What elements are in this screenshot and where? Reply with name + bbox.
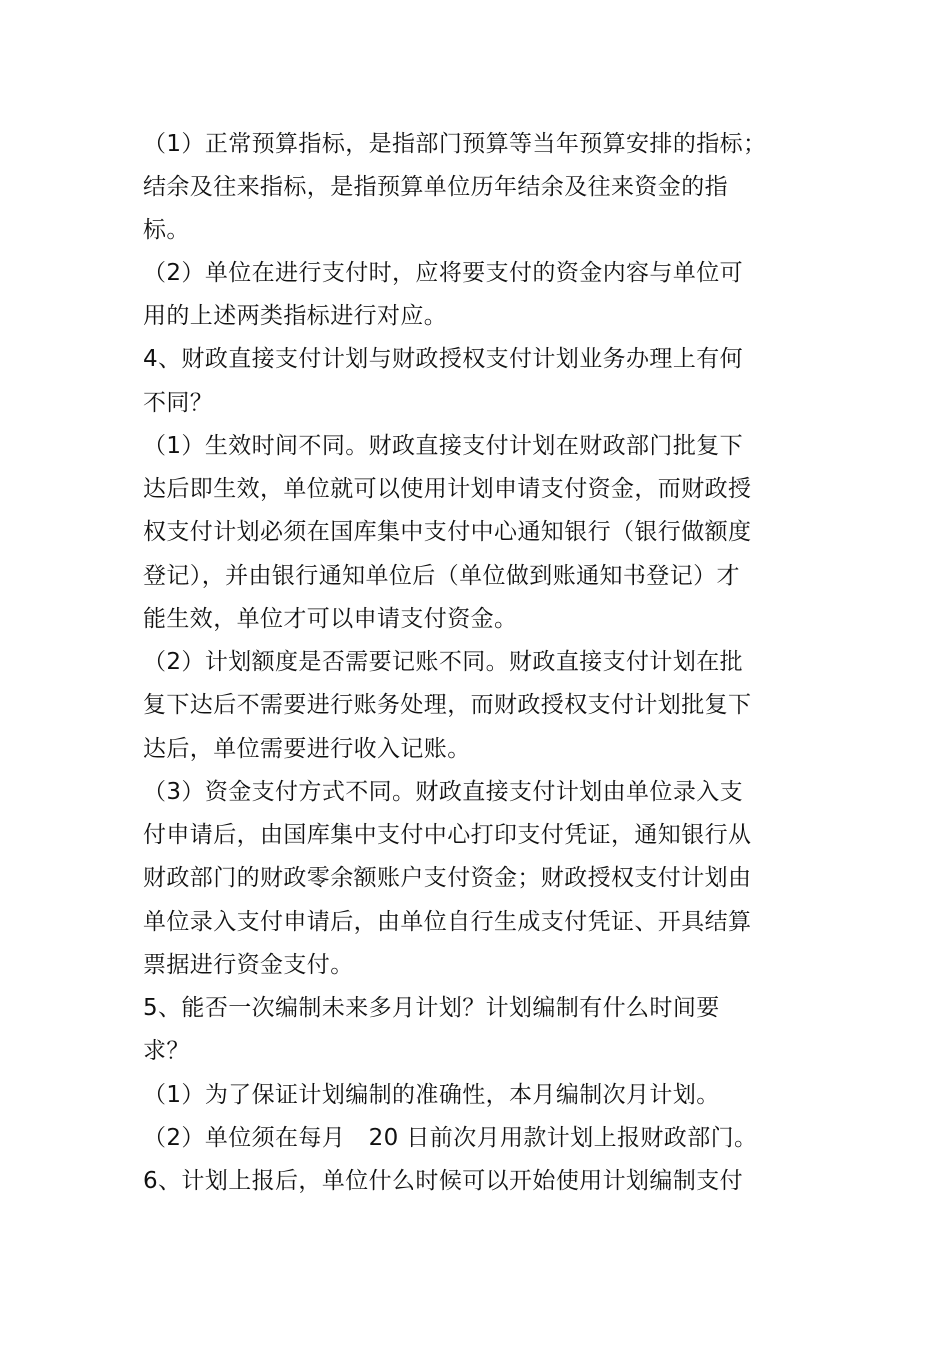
question-heading: 求？	[143, 1038, 190, 1064]
text-line: （1）为了保证计划编制的准确性，本月编制次月计划。	[143, 1082, 720, 1108]
text-line: 结余及往来指标，是指预算单位历年结余及往来资金的指	[143, 174, 728, 200]
text-line: 付申请后，由国库集中支付中心打印支付凭证，通知银行从	[143, 822, 752, 848]
text-line: （2）单位须在每月 20 日前次月用款计划上报财政部门。	[143, 1125, 758, 1151]
question-heading: 6、计划上报后，单位什么时候可以开始使用计划编制支付	[143, 1168, 744, 1194]
text-line: （3）资金支付方式不同。财政直接支付计划由单位录入支	[143, 779, 744, 805]
text-line: （1）正常预算指标，是指部门预算等当年预算安排的指标；	[143, 131, 767, 157]
text-line: 登记），并由银行通知单位后（单位做到账通知书登记）才	[143, 563, 740, 589]
text-line: 达后，单位需要进行收入记账。	[143, 736, 471, 762]
question-heading: 不同？	[143, 390, 214, 416]
text-line: （2）单位在进行支付时，应将要支付的资金内容与单位可	[143, 260, 744, 286]
text-line: （2）计划额度是否需要记账不同。财政直接支付计划在批	[143, 649, 744, 675]
question-heading: 5、能否一次编制未来多月计划？计划编制有什么时间要	[143, 995, 720, 1021]
text-line: 标。	[143, 217, 190, 243]
question-heading: 4、财政直接支付计划与财政授权支付计划业务办理上有何	[143, 346, 744, 372]
text-line: 达后即生效，单位就可以使用计划申请支付资金，而财政授	[143, 476, 752, 502]
text-line: 财政部门的财政零余额账户支付资金；财政授权支付计划由	[143, 865, 752, 891]
text-line: 权支付计划必须在国库集中支付中心通知银行（银行做额度	[143, 519, 752, 545]
text-line: （1）生效时间不同。财政直接支付计划在财政部门批复下	[143, 433, 744, 459]
text-line: 能生效，单位才可以申请支付资金。	[143, 606, 518, 632]
text-line: 复下达后不需要进行账务处理，而财政授权支付计划批复下	[143, 692, 752, 718]
text-line: 票据进行资金支付。	[143, 952, 354, 978]
text-line: 单位录入支付申请后，由单位自行生成支付凭证、开具结算	[143, 909, 752, 935]
text-line: 用的上述两类指标进行对应。	[143, 303, 448, 329]
